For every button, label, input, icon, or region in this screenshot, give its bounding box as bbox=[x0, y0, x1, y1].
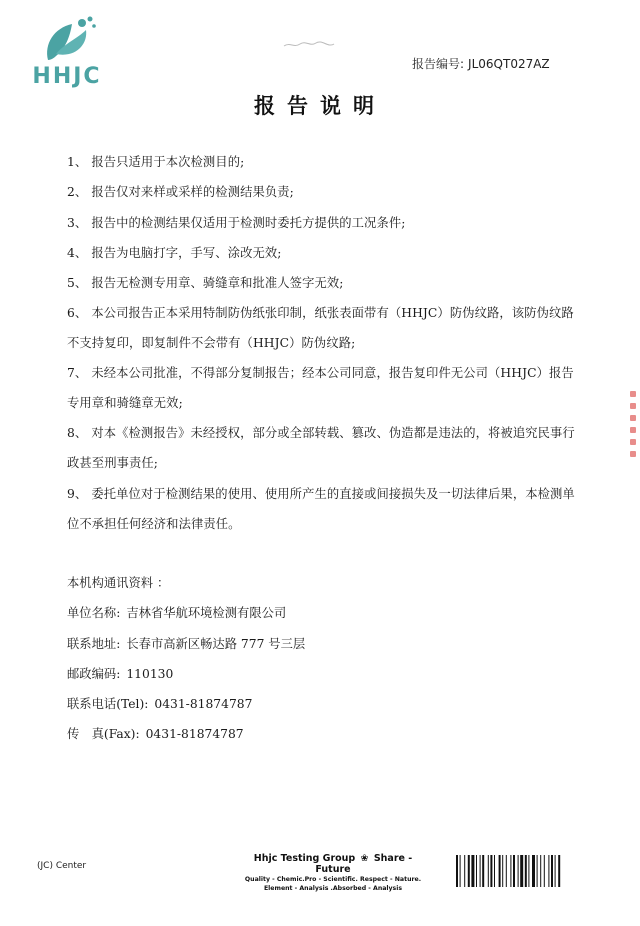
item-number: 6、 bbox=[67, 306, 88, 320]
item-text: 报告只适用于本次检测目的; bbox=[91, 155, 245, 169]
list-item bbox=[67, 358, 577, 418]
footer-group: Hhjc Testing Group bbox=[253, 853, 356, 864]
address-value: 长春市高新区畅达路 777 号三层 bbox=[126, 637, 306, 651]
item-number: 4、 bbox=[67, 246, 88, 260]
unit-label: 单位名称: bbox=[67, 606, 121, 620]
list-item bbox=[67, 479, 577, 539]
fax-value: 0431-81874787 bbox=[145, 727, 244, 741]
list-item bbox=[67, 268, 577, 298]
scribble-mark bbox=[282, 38, 342, 52]
barcode-bar bbox=[490, 855, 492, 887]
footer-share: Share - Future bbox=[315, 853, 413, 875]
barcode-bar bbox=[544, 855, 545, 887]
postcode-value: 110130 bbox=[126, 667, 174, 681]
flower-icon: ❀ bbox=[360, 853, 369, 864]
unit-value: 吉林省华航环境检测有限公司 bbox=[126, 606, 287, 620]
contact-fax bbox=[67, 725, 244, 743]
barcode-bar bbox=[520, 855, 523, 887]
barcode-bar bbox=[464, 855, 465, 887]
barcode-bar bbox=[482, 855, 484, 887]
tel-value: 0431-81874787 bbox=[154, 697, 253, 711]
footer-line-2: Quality - Chemic.Pro - Scientific. Respect - Nature. bbox=[244, 876, 422, 883]
list-item bbox=[67, 238, 577, 268]
item-number: 7、 bbox=[67, 366, 88, 380]
report-number-label: 报告编号: bbox=[412, 57, 465, 71]
footer-slogan bbox=[238, 853, 428, 893]
postcode-label: 邮政编码: bbox=[67, 667, 121, 681]
barcode-bar bbox=[548, 855, 549, 887]
item-text: 委托单位对于检测结果的使用、使用所产生的直接或间接损失及一切法律后果，本检测单位不承担任何经济和法律责任。 bbox=[67, 487, 575, 531]
barcode-bar bbox=[558, 855, 560, 887]
item-text: 未经本公司批准，不得部分复制报告；经本公司同意，报告复印件无公司（HHJC）报告专用章和骑缝章无效; bbox=[67, 366, 574, 410]
hhjc-logo-icon bbox=[42, 14, 98, 64]
report-number bbox=[412, 55, 550, 72]
footer-center-label: (JC) Center bbox=[37, 861, 87, 871]
list-item bbox=[67, 418, 577, 478]
item-text: 本公司报告正本采用特制防伪纸张印制，纸张表面带有（HHJC）防伪纹路，该防伪纹路不支持复印，即复制件不会带有（HHJC）防伪纹路; bbox=[67, 306, 574, 350]
barcode-bar bbox=[506, 855, 507, 887]
item-number: 8、 bbox=[67, 426, 88, 440]
barcode-bar bbox=[488, 855, 489, 887]
company-logo bbox=[26, 14, 108, 92]
barcode-bar bbox=[456, 855, 458, 887]
barcode-bar bbox=[494, 855, 495, 887]
logo-text: HHJC bbox=[32, 64, 102, 89]
item-text: 报告中的检测结果仅适用于检测时委托方提供的工况条件; bbox=[91, 216, 406, 230]
barcode-bar bbox=[468, 855, 470, 887]
barcode-bar bbox=[513, 855, 515, 887]
barcode-bar bbox=[476, 855, 477, 887]
address-label: 联系地址: bbox=[67, 637, 121, 651]
contact-heading: 本机构通讯资料 ： bbox=[67, 576, 170, 590]
list-item bbox=[67, 177, 577, 207]
barcode-bar bbox=[532, 855, 535, 887]
contact-tel bbox=[67, 695, 252, 713]
barcode-icon bbox=[456, 855, 611, 887]
seal-stamp bbox=[626, 385, 640, 475]
list-item bbox=[67, 208, 577, 238]
page-title: 报告说明 bbox=[254, 94, 386, 118]
contact-postcode bbox=[67, 665, 173, 683]
item-number: 3、 bbox=[67, 216, 88, 230]
item-number: 2、 bbox=[67, 185, 88, 199]
item-number: 5、 bbox=[67, 276, 88, 290]
barcode-bar bbox=[551, 855, 553, 887]
tel-label: 联系电话(Tel): bbox=[67, 697, 149, 711]
fax-label: 传 真(Fax): bbox=[67, 727, 140, 741]
barcode-bar bbox=[510, 855, 511, 887]
item-number: 1、 bbox=[67, 155, 88, 169]
barcode-bar bbox=[502, 855, 503, 887]
barcode-bar bbox=[540, 855, 541, 887]
item-text: 报告为电脑打字，手写、涂改无效; bbox=[91, 246, 282, 260]
contact-unit bbox=[67, 604, 286, 622]
barcode-bar bbox=[471, 855, 474, 887]
barcode-bar bbox=[528, 855, 529, 887]
contact-address bbox=[67, 635, 305, 653]
list-item bbox=[67, 298, 577, 358]
report-number-value: JL06QT027AZ bbox=[468, 57, 550, 71]
barcode-bar bbox=[499, 855, 501, 887]
item-text: 对本《检测报告》未经授权，部分或全部转载、篡改、伪造都是违法的，将被追究民事行政甚至刑事责任; bbox=[67, 426, 575, 470]
item-number: 9、 bbox=[67, 487, 88, 501]
footer-line-3: Element - Analysis .Absorbed - Analysis bbox=[263, 885, 403, 892]
item-text: 报告无检测专用章、骑缝章和批准人签字无效; bbox=[91, 276, 344, 290]
barcode-bar bbox=[480, 855, 481, 887]
barcode-bar bbox=[555, 855, 556, 887]
barcode-bar bbox=[525, 855, 527, 887]
list-item bbox=[67, 147, 577, 177]
barcode-bar bbox=[518, 855, 519, 887]
barcode-bar bbox=[460, 855, 461, 887]
item-text: 报告仅对来样或采样的检测结果负责; bbox=[91, 185, 294, 199]
barcode-bar bbox=[537, 855, 538, 887]
